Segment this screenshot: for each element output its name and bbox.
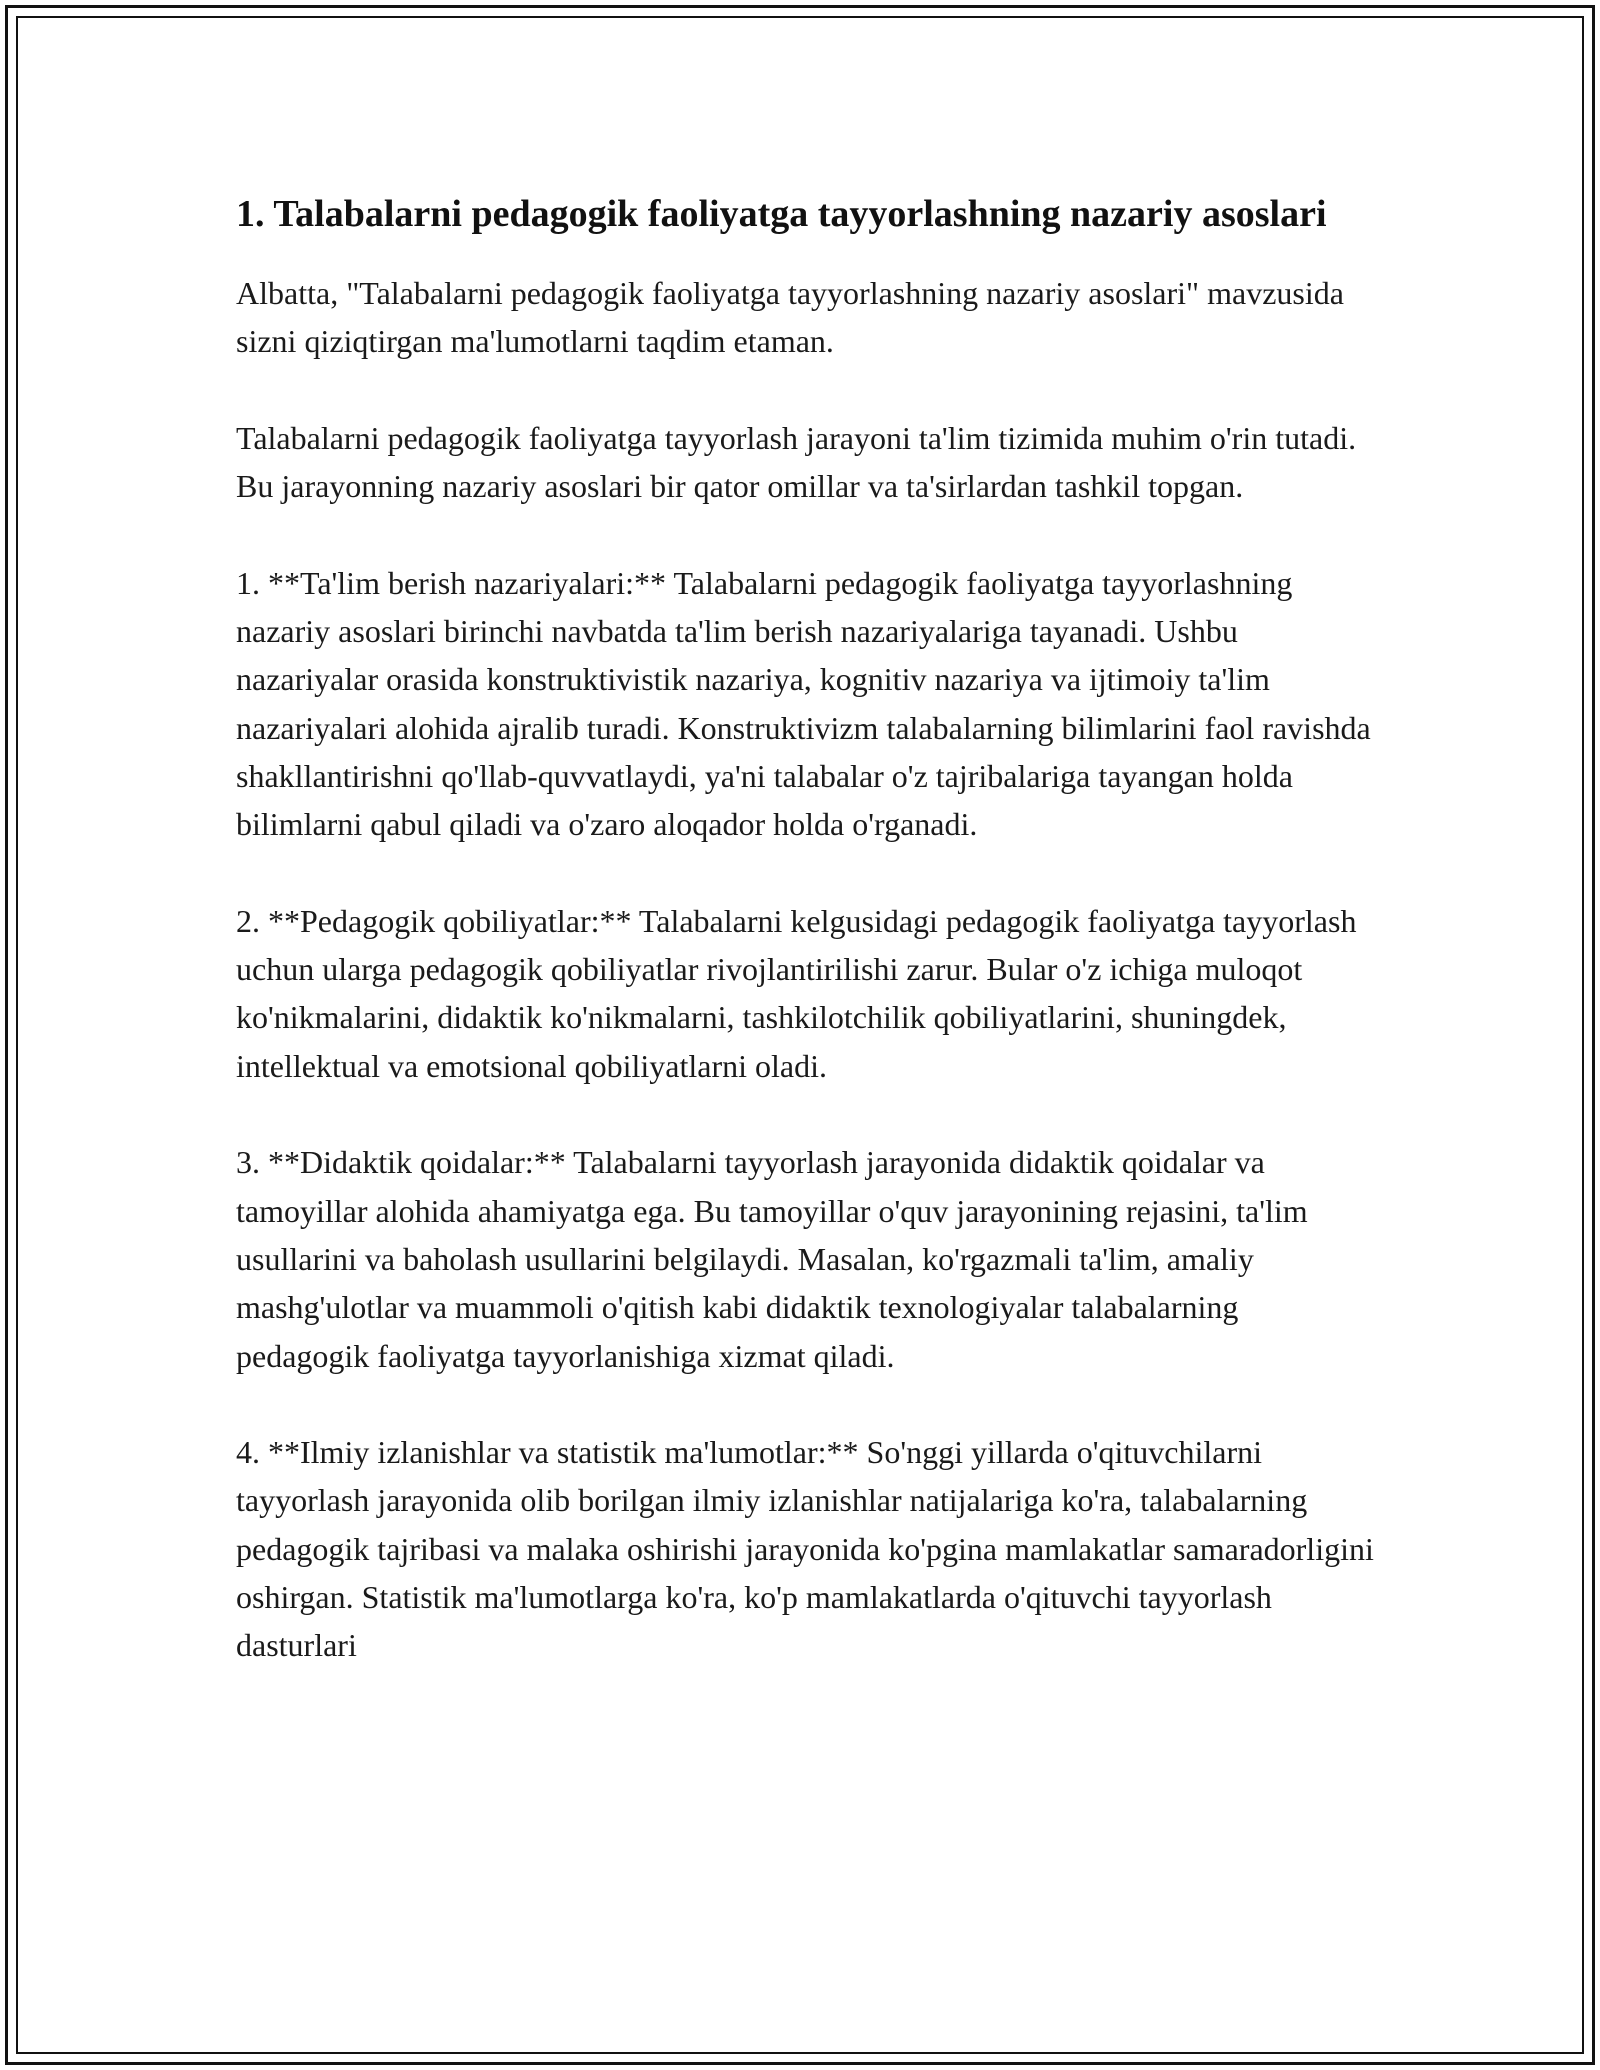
section-pedagogical-abilities: 2. **Pedagogik qobiliyatlar:** Talabalarni kelgusidagi pedagogik faoliyatga tayyorlash uchun ularga pedagogik qobiliyatlar rivojlantirilishi zarur. Bular o'z ichiga muloqot ko'nikmalarini, didaktik ko'nikmalarni, tashkilotchilik qobiliyatlarini, shuningdek, intellektual va emotsional qobiliyatlarni oladi. (236, 902, 1357, 1084)
section-didactic-rules: 3. **Didaktik qoidalar:** Talabalarni tayyorlash jarayonida didaktik qoidalar va tamoyillar alohida ahamiyatga ega. Bu tamoyillar o'quv jarayonining rejasini, ta'lim usullarini va baholash usullarini belgilaydi. Masalan, ko'rgazmali ta'lim, amaliy mashg'ulotlar va muammoli o'qitish kabi didaktik texnologiyalar talabalarning pedagogik faoliyatga tayyorlanishiga xizmat qiladi. (236, 1144, 1308, 1374)
section-research-statistics: 4. **Ilmiy izlanishlar va statistik ma'lumotlar:** So'nggi yillarda o'qituvchilarni tayyorlash jarayonida olib borilgan ilmiy izlanishlar natijalariga ko'ra, talabalarning pedagogik tajribasi va malaka oshirishi jarayonida ko'pgina mamlakatlar samaradorligini oshirgan. Statistik ma'lumotlarga ko'ra, ko'p mamlakatlarda o'qituvchi tayyorlash dasturlari (236, 1434, 1374, 1664)
page-title: 1. Talabalarni pedagogik faoliyatga tayyorlashning nazariy asoslari (236, 193, 1327, 235)
document-body (236, 188, 1376, 1718)
section-teaching-theories: 1. **Ta'lim berish nazariyalari:** Talabalarni pedagogik faoliyatga tayyorlashning nazariy asoslari birinchi navbatda ta'lim berish nazariyalariga tayanadi. Ushbu nazariyalar orasida konstruktivistik nazariya, kognitiv nazariya va ijtimoiy ta'lim nazariyalari alohida ajralib turadi. Konstruktivizm talabalarning bilimlarini faol ravishda shakllantirishni qo'llab-quvvatlaydi, ya'ni talabalar o'z tajribalariga tayangan holda bilimlarni qabul qiladi va o'zaro aloqador holda o'rganadi. (236, 564, 1371, 843)
intro-paragraph: Albatta, "Talabalarni pedagogik faoliyatga tayyorlashning nazariy asoslari" mavzusida sizni qiziqtirgan ma'lumotlarni taqdim etaman. (236, 275, 1344, 360)
overview-paragraph: Talabalarni pedagogik faoliyatga tayyorlash jarayoni ta'lim tizimida muhim o'rin tutadi. Bu jarayonning nazariy asoslari bir qator omillar va ta'sirlardan tashkil topgan. (236, 419, 1357, 505)
